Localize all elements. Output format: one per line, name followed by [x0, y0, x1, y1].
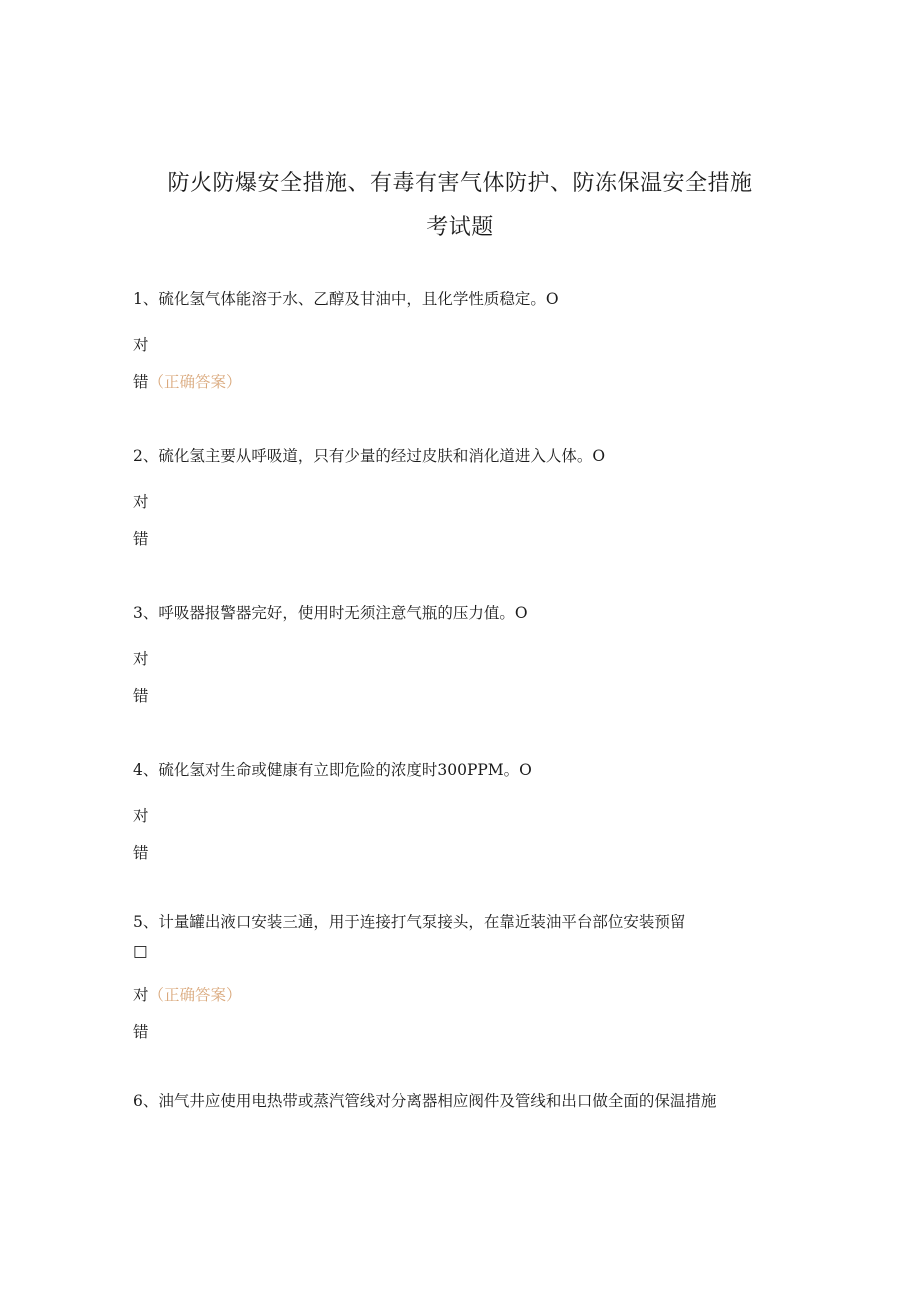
option-label: 错 — [133, 687, 149, 705]
question-3-option-true[interactable] — [133, 647, 149, 669]
question-1-option-true[interactable] — [133, 333, 149, 355]
correct-answer-mark: （正确答案） — [148, 986, 242, 1004]
question-4-option-true[interactable] — [133, 804, 149, 826]
question-1-option-false[interactable] — [133, 370, 242, 392]
question-4-text: 4、硫化氢对生命或健康有立即危险的浓度时300PPM。O — [133, 761, 532, 779]
option-label: 错 — [133, 1023, 149, 1041]
option-label: 对 — [133, 986, 149, 1004]
question-3-text: 3、呼吸器报警器完好，使用时无须注意气瓶的压力值。O — [133, 604, 528, 622]
option-label: 对 — [133, 336, 149, 354]
question-5-option-true[interactable] — [133, 983, 242, 1005]
option-label: 错 — [133, 373, 149, 391]
option-label: 对 — [133, 493, 149, 511]
question-1-text: 1、硫化氢气体能溶于水、乙醇及甘油中，且化学性质稳定。O — [133, 290, 559, 308]
question-5-option-false[interactable] — [133, 1020, 149, 1042]
question-2-option-true[interactable] — [133, 490, 149, 512]
question-2-option-false[interactable] — [133, 527, 149, 549]
option-label: 对 — [133, 807, 149, 825]
question-5-text-continued: □ — [133, 942, 148, 960]
option-label: 错 — [133, 844, 149, 862]
question-4-option-false[interactable] — [133, 841, 149, 863]
question-2-text: 2、硫化氢主要从呼吸道，只有少量的经过皮肤和消化道进入人体。O — [133, 447, 606, 465]
question-5-text: 5、计量罐出液口安装三通，用于连接打气泵接头，在靠近装油平台部位安装预留 — [133, 913, 686, 931]
exam-title-line1: 防火防爆安全措施、有毒有害气体防护、防冻保温安全措施 — [167, 171, 753, 196]
option-label: 错 — [133, 530, 149, 548]
question-6-text: 6、油气井应使用电热带或蒸汽管线对分离器相应阀件及管线和出口做全面的保温措施 — [133, 1092, 717, 1110]
option-label: 对 — [133, 650, 149, 668]
exam-title-line2: 考试题 — [426, 215, 494, 240]
correct-answer-mark: （正确答案） — [148, 373, 242, 391]
question-3-option-false[interactable] — [133, 684, 149, 706]
